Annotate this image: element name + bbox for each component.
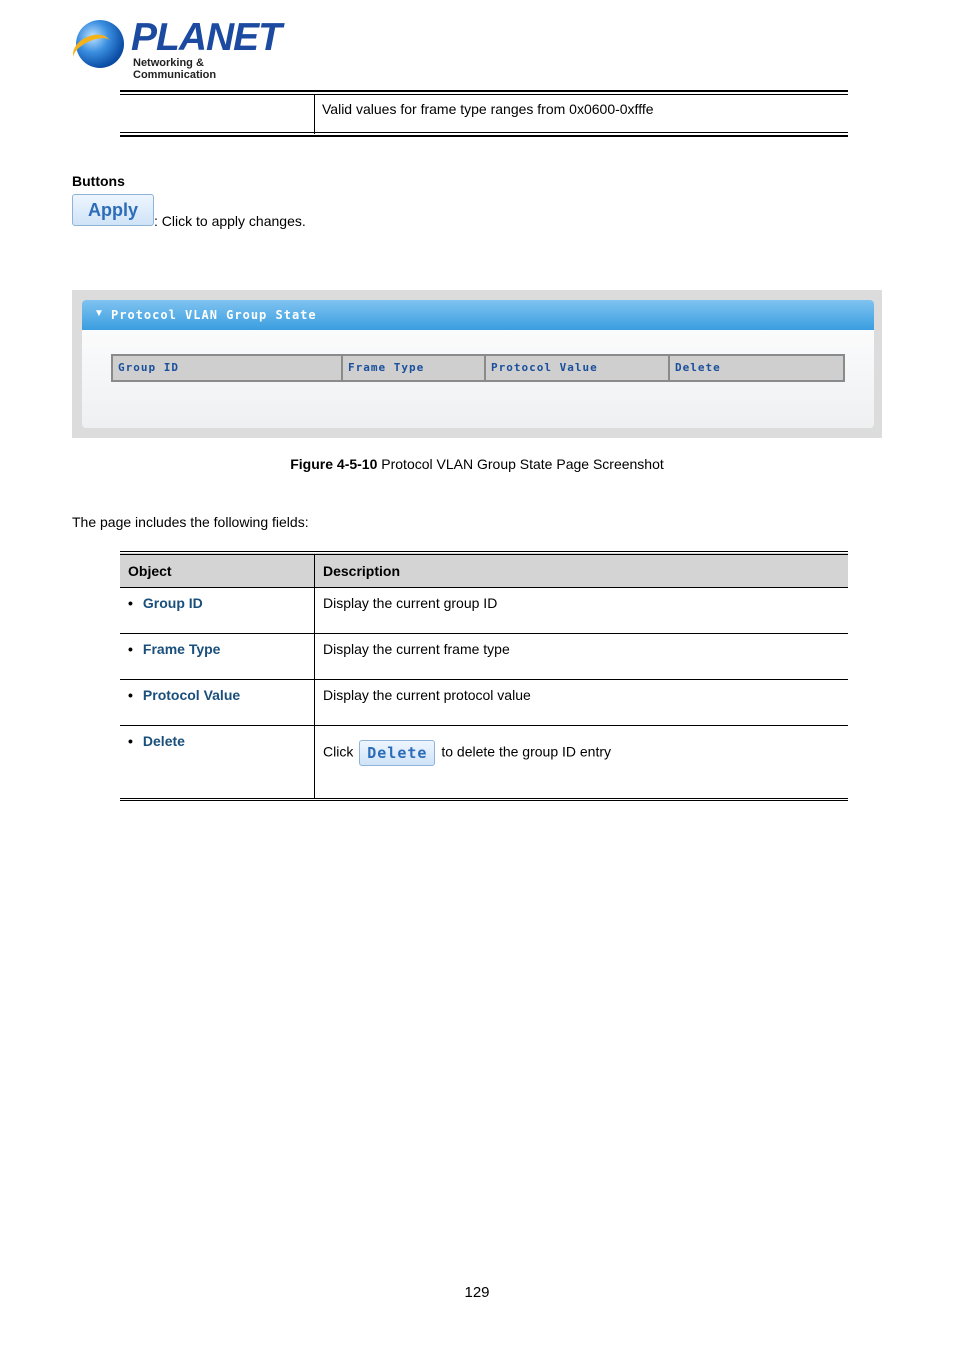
desc-prefix: Click: [323, 743, 354, 760]
object-protocol-value: • Protocol Value: [128, 687, 240, 703]
figure-label: Figure 4-5-10: [290, 456, 378, 472]
divider: [314, 94, 315, 134]
apply-button[interactable]: Apply: [72, 194, 154, 226]
logo-name: PLANET: [131, 16, 281, 59]
table-row: [120, 634, 848, 680]
table-header-row: [120, 553, 848, 588]
table-row: [120, 588, 848, 634]
planet-logo: [76, 16, 281, 81]
top-table-cell: Valid values for frame type ranges from 0x0600-0xfffe: [322, 101, 654, 117]
intro-text: The page includes the following fields:: [72, 514, 309, 530]
column-header-group-id: Group ID: [113, 356, 343, 380]
screenshot-panel: [72, 290, 882, 438]
column-header-delete: Delete: [675, 361, 721, 374]
logo-tagline: Networking & Communication: [133, 57, 217, 81]
figure-text: Protocol VLAN Group State Page Screenshot: [377, 456, 664, 472]
description-cell: Display the current frame type: [315, 634, 849, 680]
header-object: Object: [120, 553, 315, 588]
description-cell: Display the current protocol value: [315, 680, 849, 726]
description-cell: [315, 726, 849, 800]
apply-description: : Click to apply changes.: [154, 213, 306, 229]
divider: [120, 94, 848, 95]
delete-button[interactable]: Delete: [359, 740, 435, 766]
screenshot-inner: [82, 300, 874, 428]
group-state-titlebar[interactable]: [82, 300, 874, 330]
page-number: 129: [464, 1284, 490, 1301]
divider: [120, 90, 848, 92]
table-row: [120, 726, 848, 800]
table-row: [120, 680, 848, 726]
divider: [120, 132, 848, 133]
group-state-table-header: [111, 354, 845, 382]
panel-title: Protocol VLAN Group State: [111, 308, 317, 322]
desc-suffix: to delete the group ID entry: [441, 743, 612, 760]
object-group-id: • Group ID: [128, 595, 203, 611]
buttons-heading: Buttons: [72, 173, 125, 189]
object-delete: • Delete: [128, 733, 185, 749]
column-header-frame-type: Frame Type: [343, 356, 486, 380]
description-cell: Display the current group ID: [315, 588, 849, 634]
object-frame-type: • Frame Type: [128, 641, 220, 657]
triangle-down-icon: ▼: [94, 308, 104, 319]
header-description: Description: [315, 553, 849, 588]
column-header-protocol-value: Protocol Value: [486, 356, 670, 380]
figure-caption: [0, 456, 954, 472]
fields-table: [120, 551, 848, 801]
divider: [120, 135, 848, 137]
